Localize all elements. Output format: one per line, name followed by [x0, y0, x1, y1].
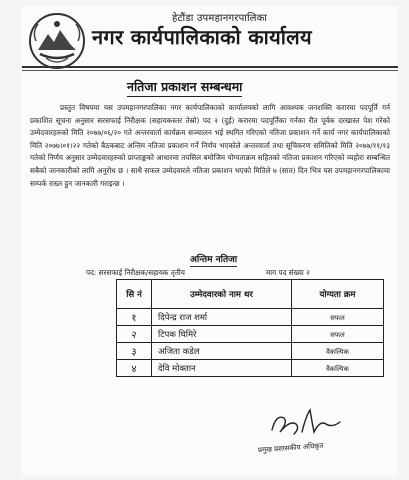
handwritten-signature: [266, 406, 346, 440]
seat-count-label: माग पद संख्या २: [266, 268, 310, 277]
results-table: [116, 279, 384, 377]
column-header-rank: योग्यता क्रम: [292, 280, 384, 309]
municipality-name: हेटौंडा उपमहानगरपालिका: [172, 13, 268, 24]
row-candidate-name: टिपक घिमिरे: [152, 326, 292, 343]
table-header-row: [117, 280, 384, 309]
notice-page: [22, 6, 398, 476]
row-rank: वैकल्पिक: [292, 360, 384, 377]
signer-title: प्रमुख प्रशासकीय अधिकृत: [257, 441, 324, 455]
notice-body: प्रस्तुत विषयमा यस उपमहानगरपालिका नगर कार्यपालिकाको कार्यालयको लागि आवश्यक जनशक्ति करारमा पदपूर्ति गर्न प्रकाशित सूचना अनुसार सरसफाई निरीक्षक (सहायकस्तर तेस्रो) पद २ (दुई) करारमा पदपूर्तिका गर्नका रीत पूर्वक दरखास्त पेश गरेको उम्मेदवारहरुको मिति २०७७/०६/२० गते अन्तरवार्ता कार्यक्रम सञ्चालन भई स्थगित गरिएको नतिजा प्रकाशन गर्ने कार्य नगर कार्यपालिकाको मिति २०७७।०१।२२ गतेको बैठकबाट अन्तिम नतिजा प्रकाशन गर्ने निर्णय भएकोले अन्तरवार्ता तथा सूचिकरण समितिको मिति २०७७/११/१३ गतेको निर्णय अनुसार उम्मेदवारहरुको प्राप्ताङ्कको आधारमा तपसिल बमोजिम योग्यताक्रम सहितको नतिजा प्रकाशन गरिएको व्यहोरा सम्बन्धित सबैको जानकारीको लागि अनुरोध छ । साथै सफल उम्मेदवारले नतिजा प्रकाशन भएको मितिले ७ (सात) दिन भित्र यस उपमहानगरपालिकामा सम्पर्क राख्न हुन जानकारी गराइन्छ ।: [30, 103, 390, 188]
government-emblem-icon: [26, 10, 88, 72]
table-row: [117, 343, 384, 360]
row-serial: ३: [117, 343, 152, 360]
row-candidate-name: अजिता कडेल: [152, 343, 292, 360]
final-result-title: अन्तिम नतिजा: [190, 252, 237, 267]
row-serial: २: [117, 326, 152, 343]
post-label: पद: सरसफाई निरीक्षक/सहायक तृतीय: [86, 268, 185, 277]
row-rank: सफल: [292, 309, 384, 326]
row-candidate-name: दिपेन्द्र राज शर्मा: [152, 309, 292, 326]
row-serial: ४: [117, 360, 152, 377]
row-rank: सफल: [292, 326, 384, 343]
row-rank: वैकल्पिक: [292, 343, 384, 360]
header-divider: [22, 66, 398, 68]
table-row: [117, 309, 384, 326]
office-title: नगर कार्यपालिकाको कार्यालय: [92, 25, 312, 49]
row-candidate-name: देवि मोक्तान: [152, 360, 292, 377]
header-divider-thin: [22, 70, 398, 71]
notice-title: नतिजा प्रकाशन सम्बन्धमा: [127, 78, 242, 97]
table-row: [117, 326, 384, 343]
column-header-serial: सि नं: [117, 280, 152, 309]
row-serial: १: [117, 309, 152, 326]
column-header-name: उम्मेदवारको नाम थर: [152, 280, 292, 309]
table-row: [117, 360, 384, 377]
